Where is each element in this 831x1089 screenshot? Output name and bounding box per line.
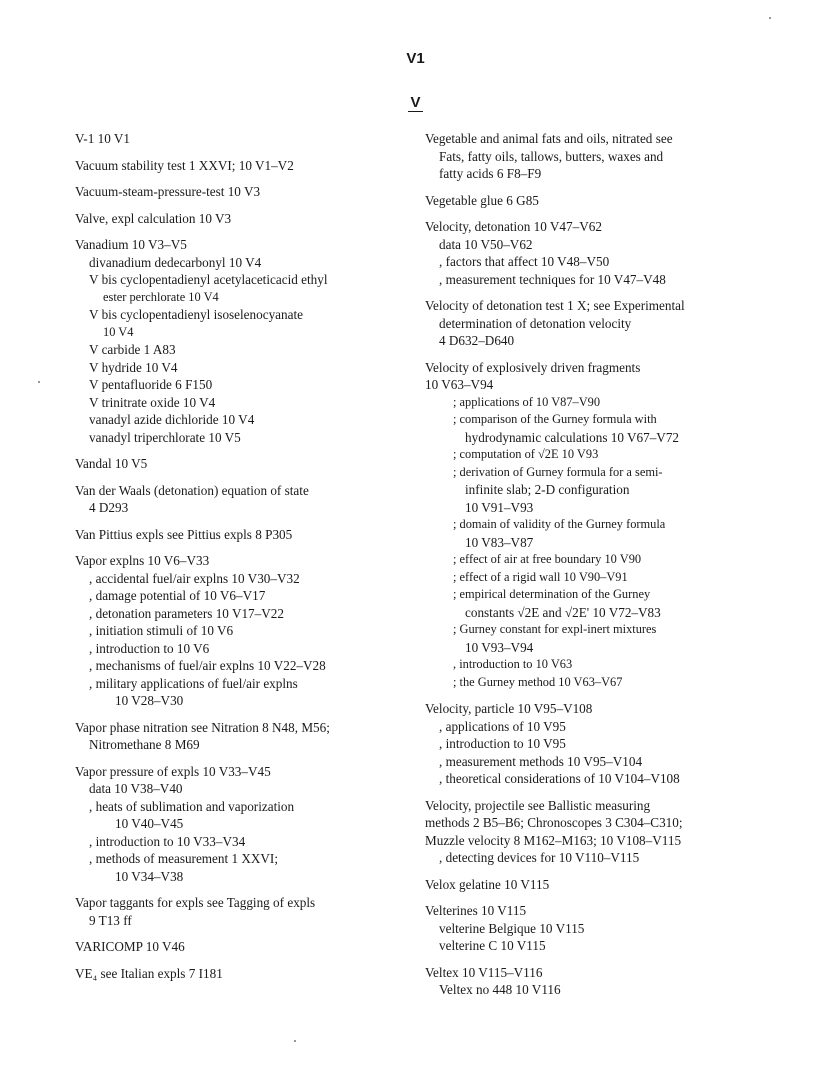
index-heading-line: VARICOMP 10 V46 [75, 939, 185, 954]
index-subentry-line: V pentafluoride 6 F150 [89, 377, 213, 392]
index-entry [75, 210, 405, 228]
index-subentry-line: , mechanisms of fuel/air explns 10 V22–V28 [89, 658, 326, 673]
index-subentry-line: fatty acids 6 F8–F9 [439, 166, 542, 181]
index-subentry-line: 9 T13 ff [89, 912, 132, 928]
index-heading-line: Velocity, particle 10 V95–V108 [425, 701, 593, 716]
index-subentry-line: , detecting devices for 10 V110–V115 [439, 850, 640, 865]
index-heading-line: Vapor taggants for expls see Tagging of expls [75, 895, 316, 910]
index-entry [75, 526, 405, 544]
index-subentry-line: Nitromethane 8 M69 [89, 737, 200, 752]
index-heading-line: Vacuum-steam-pressure-test 10 V3 [75, 184, 261, 199]
index-heading-line: methods 2 B5–B6; Chronoscopes 3 C304–C310; [425, 815, 683, 830]
index-subentry-line: hydrodynamic calculations 10 V67–V72 [465, 429, 680, 445]
index-entry [425, 797, 770, 867]
index-entry [75, 157, 405, 175]
index-entry [75, 719, 405, 754]
index-heading-line: Velterines 10 V115 [425, 903, 527, 918]
index-heading-line: Van Pittius expls see Pittius expls 8 P305 [75, 526, 293, 542]
index-entry [75, 183, 405, 201]
index-entry [425, 876, 770, 894]
index-subentry-line: , military applications of fuel/air explns [89, 675, 298, 691]
index-subentry-line: constants √2E and √2E' 10 V72–V83 [465, 604, 661, 620]
index-subentry-line: ; effect of air at free boundary 10 V90 [453, 552, 642, 566]
scan-speck [38, 381, 40, 383]
index-heading-line: V-1 10 V1 [75, 131, 130, 146]
index-subentry-line: , introduction to 10 V33–V34 [89, 833, 246, 849]
index-subentry-line: ; effect of a rigid wall 10 V90–V91 [453, 569, 628, 584]
index-heading-line: Vanadium 10 V3–V5 [75, 237, 187, 252]
index-entry [75, 938, 405, 956]
section-heading [0, 94, 831, 111]
index-subentry-line: , measurement methods 10 V95–V104 [439, 753, 643, 769]
index-subentry-line: , damage potential of 10 V6–V17 [89, 588, 266, 603]
index-subentry-line: , heats of sublimation and vaporization [89, 798, 295, 814]
index-entry [75, 965, 405, 983]
index-entry [75, 236, 405, 446]
index-subentry-line: , initiation stimuli of 10 V6 [89, 623, 234, 638]
index-subentry-line: , introduction to 10 V63 [453, 657, 573, 671]
index-heading-line: Vacuum stability test 1 XXVI; 10 V1–V2 [75, 157, 294, 173]
index-subentry-line: ester perchlorate 10 V4 [103, 289, 219, 304]
index-subentry-line: , accidental fuel/air explns 10 V30–V32 [89, 570, 300, 586]
index-subentry-line: 4 D293 [89, 500, 129, 515]
index-subentry-line: V bis cyclopentadienyl acetylaceticacid ethyl [89, 272, 328, 287]
index-subentry-line: , introduction to 10 V95 [439, 736, 566, 751]
index-subentry-line: 10 V34–V38 [115, 868, 184, 884]
scan-speck [294, 1040, 296, 1042]
index-subentry-line: 10 V4 [103, 324, 134, 339]
index-subentry-line: Fats, fatty oils, tallows, butters, waxes and [439, 148, 664, 164]
index-entry [75, 482, 405, 517]
index-heading-line: 10 V63–V94 [425, 377, 494, 392]
index-subentry-line: ; comparison of the Gurney formula with [453, 412, 657, 426]
index-subentry-line: 10 V93–V94 [465, 639, 534, 655]
index-subentry-line: ; domain of validity of the Gurney formula [453, 517, 666, 531]
index-subentry-line: , theoretical considerations of 10 V104–V108 [439, 771, 680, 786]
index-column-left [75, 130, 405, 991]
scan-speck [769, 17, 771, 19]
index-heading-line: Vegetable glue 6 G85 [425, 192, 539, 208]
index-entry [425, 192, 770, 210]
index-subentry-line: data 10 V50–V62 [439, 236, 533, 252]
index-subentry-line: vanadyl azide dichloride 10 V4 [89, 412, 255, 427]
index-subentry-line: infinite slab; 2-D configuration [465, 482, 630, 497]
index-subentry-line: V carbide 1 A83 [89, 342, 176, 357]
index-subentry-line: 10 V28–V30 [115, 693, 184, 708]
index-entry [75, 763, 405, 886]
index-heading-line: Vapor pressure of expls 10 V33–V45 [75, 763, 271, 779]
index-subentry-line: 10 V40–V45 [115, 816, 184, 831]
index-subentry-line: V trinitrate oxide 10 V4 [89, 394, 216, 410]
index-column-right [425, 130, 770, 1008]
index-subentry-line: , methods of measurement 1 XXVI; [89, 851, 278, 866]
index-heading-line: Vegetable and animal fats and oils, nitrated see [425, 131, 673, 146]
index-entry [425, 297, 770, 350]
index-heading-line: Valve, expl calculation 10 V3 [75, 210, 232, 226]
index-entry [75, 894, 405, 929]
index-subentry-line: velterine Belgique 10 V115 [439, 920, 585, 936]
index-subentry-line: ; derivation of Gurney formula for a semi- [453, 464, 663, 479]
index-subentry-line: ; Gurney constant for expl-inert mixtures [453, 622, 657, 636]
section-letter: V [410, 94, 421, 111]
index-subentry-line: determination of detonation velocity [439, 315, 632, 331]
index-subentry-line: , measurement techniques for 10 V47–V48 [439, 271, 666, 287]
index-subentry-line: ; computation of √2E 10 V93 [453, 447, 599, 461]
index-entry [425, 359, 770, 692]
index-heading-line: Velocity of detonation test 1 X; see Experimental [425, 298, 685, 313]
index-subentry-line: ; the Gurney method 10 V63–V67 [453, 674, 623, 689]
index-heading-line: Vapor phase nitration see Nitration 8 N48, M56; [75, 719, 330, 735]
index-subentry-line: , applications of 10 V95 [439, 718, 566, 734]
index-subentry-line: ; empirical determination of the Gurney [453, 587, 651, 601]
index-heading-line: Velocity, detonation 10 V47–V62 [425, 219, 602, 234]
index-subentry-line: 4 D632–D640 [439, 333, 515, 348]
index-heading-line: Muzzle velocity 8 M162–M163; 10 V108–V115 [425, 832, 682, 848]
index-heading-line: Vandal 10 V5 [75, 456, 148, 471]
index-heading-line: Van der Waals (detonation) equation of state [75, 482, 309, 498]
index-entry [425, 964, 770, 999]
index-entry [75, 130, 405, 148]
index-heading-line: Velocity of explosively driven fragments [425, 359, 641, 375]
index-entry [75, 455, 405, 473]
index-entry [75, 552, 405, 710]
index-subentry-line: , introduction to 10 V6 [89, 640, 210, 656]
index-heading-line: VE₄ see Italian expls 7 I181 [75, 965, 223, 981]
index-subentry-line: velterine C 10 V115 [439, 938, 546, 953]
index-subentry-line: divanadium dedecarbonyl 10 V4 [89, 254, 262, 270]
index-heading-line: Veltex 10 V115–V116 [425, 964, 543, 980]
index-entry [425, 902, 770, 955]
index-subentry-line: ; applications of 10 V87–V90 [453, 394, 601, 409]
index-subentry-line: 10 V91–V93 [465, 499, 534, 515]
page-number: V1 [406, 50, 425, 67]
index-subentry-line: data 10 V38–V40 [89, 781, 183, 796]
index-subentry-line: V bis cyclopentadienyl isoselenocyanate [89, 307, 303, 322]
index-heading-line: Velocity, projectile see Ballistic measuring [425, 797, 651, 813]
index-subentry-line: 10 V83–V87 [465, 534, 534, 550]
index-entry [425, 700, 770, 788]
index-subentry-line: Veltex no 448 10 V116 [439, 982, 561, 997]
index-heading-line: Vapor explns 10 V6–V33 [75, 553, 210, 568]
index-subentry-line: , detonation parameters 10 V17–V22 [89, 605, 284, 621]
index-entry [425, 130, 770, 183]
index-subentry-line: vanadyl triperchlorate 10 V5 [89, 429, 241, 445]
index-heading-line: Velox gelatine 10 V115 [425, 876, 550, 892]
index-subentry-line: V hydride 10 V4 [89, 359, 178, 375]
index-entry [425, 218, 770, 288]
index-subentry-line: , factors that affect 10 V48–V50 [439, 254, 610, 269]
